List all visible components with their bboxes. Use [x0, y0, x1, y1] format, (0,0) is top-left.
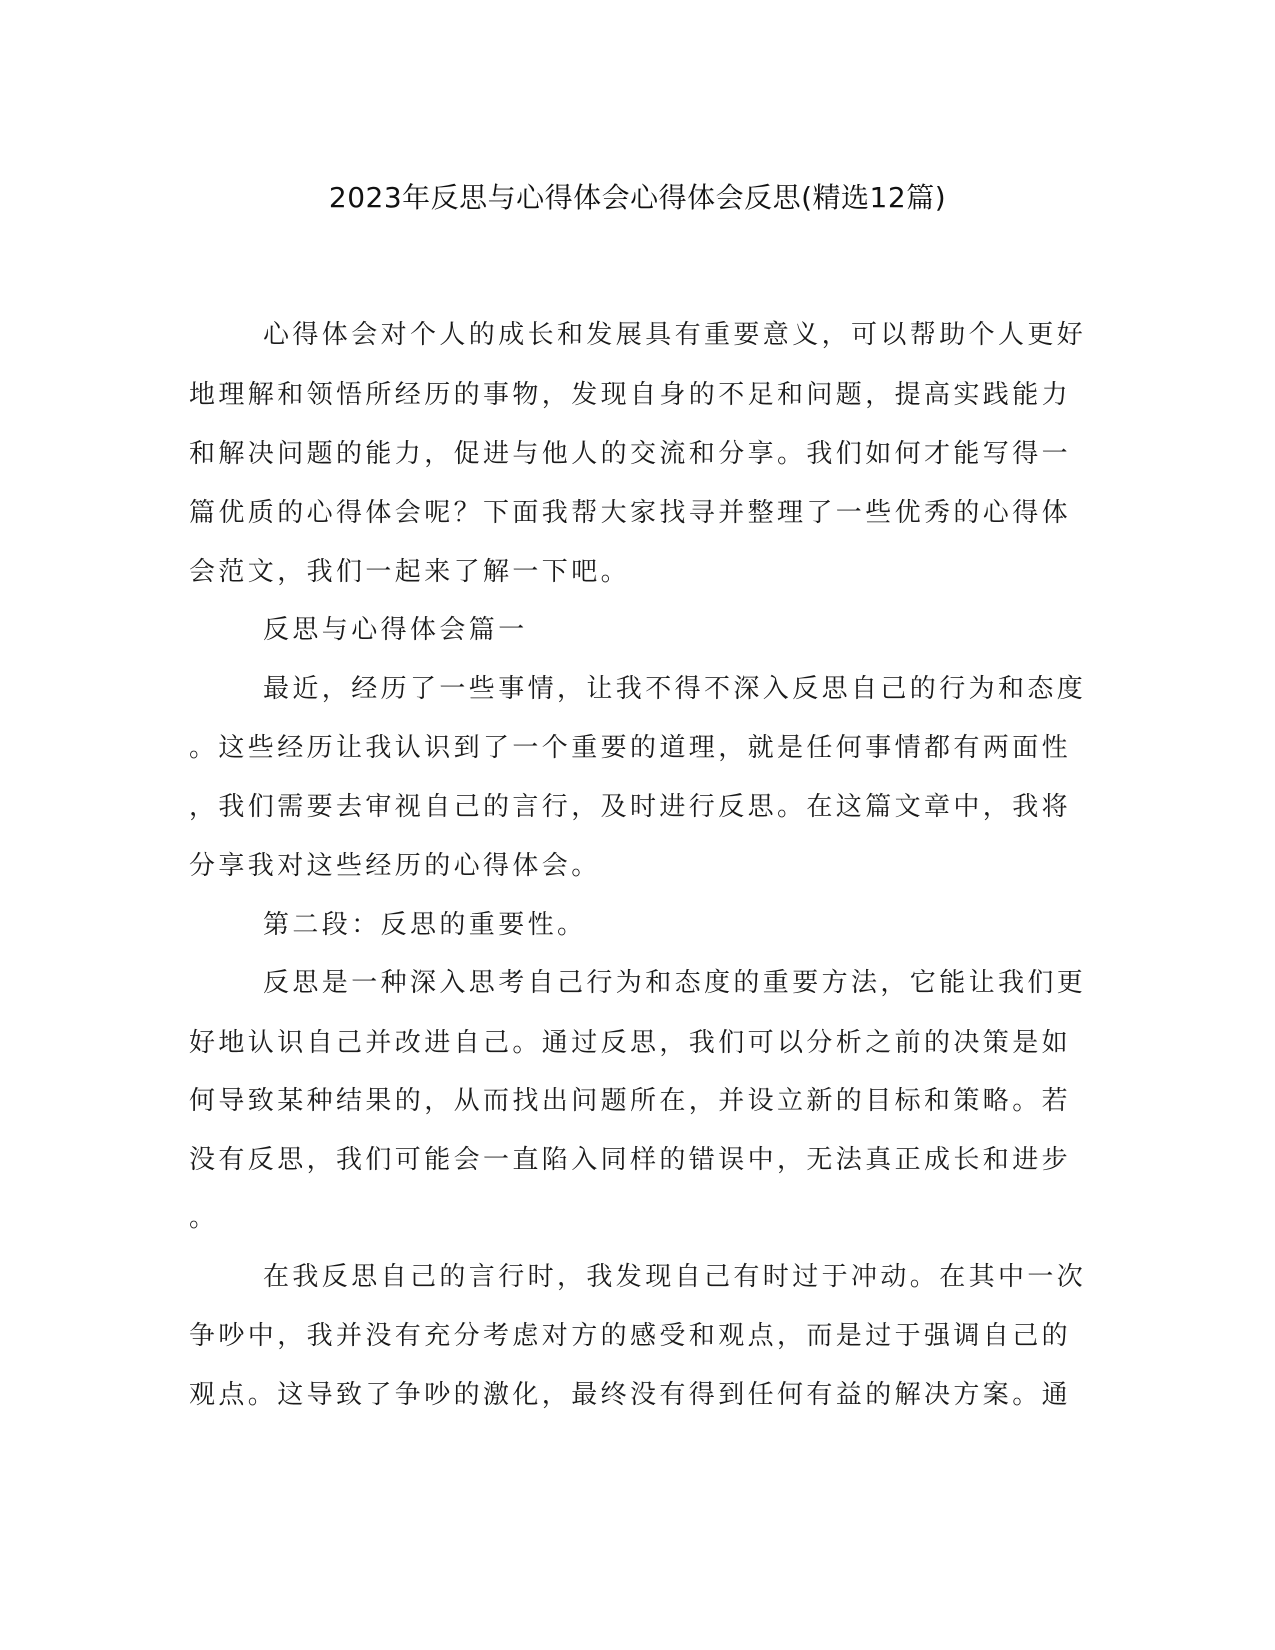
- document-title: 2023年反思与心得体会心得体会反思(精选12篇): [328, 181, 947, 214]
- text-line: 会范文，我们一起来了解一下吧。: [189, 557, 631, 587]
- section-heading: 第二段：反思的重要性。: [263, 910, 587, 940]
- text-line: ，我们需要去审视自己的言行，及时进行反思。在这篇文章中，我将: [189, 792, 1072, 822]
- text-line: 地理解和领悟所经历的事物，发现自身的不足和问题，提高实践能力: [189, 380, 1072, 410]
- text-line: 最近，经历了一些事情，让我不得不深入反思自己的行为和态度: [263, 674, 1087, 704]
- text-line: 心得体会对个人的成长和发展具有重要意义，可以帮助个人更好: [263, 320, 1087, 350]
- text-line: 分享我对这些经历的心得体会。: [189, 851, 601, 881]
- text-line: 好地认识自己并改进自己。通过反思，我们可以分析之前的决策是如: [189, 1028, 1072, 1058]
- text-line: 反思是一种深入思考自己行为和态度的重要方法，它能让我们更: [263, 968, 1087, 998]
- text-line: 没有反思，我们可能会一直陷入同样的错误中，无法真正成长和进步: [189, 1145, 1072, 1175]
- text-line: 和解决问题的能力，促进与他人的交流和分享。我们如何才能写得一: [189, 439, 1072, 469]
- section-heading: 反思与心得体会篇一: [263, 615, 528, 645]
- text-line: 。这些经历让我认识到了一个重要的道理，就是任何事情都有两面性: [189, 733, 1072, 763]
- text-line: 。: [189, 1203, 219, 1233]
- text-line: 篇优质的心得体会呢？下面我帮大家找寻并整理了一些优秀的心得体: [189, 498, 1072, 528]
- text-line: 在我反思自己的言行时，我发现自己有时过于冲动。在其中一次: [263, 1262, 1087, 1292]
- text-line: 何导致某种结果的，从而找出问题所在，并设立新的目标和策略。若: [189, 1086, 1072, 1116]
- text-line: 观点。这导致了争吵的激化，最终没有得到任何有益的解决方案。通: [189, 1380, 1072, 1410]
- text-line: 争吵中，我并没有充分考虑对方的感受和观点，而是过于强调自己的: [189, 1321, 1072, 1351]
